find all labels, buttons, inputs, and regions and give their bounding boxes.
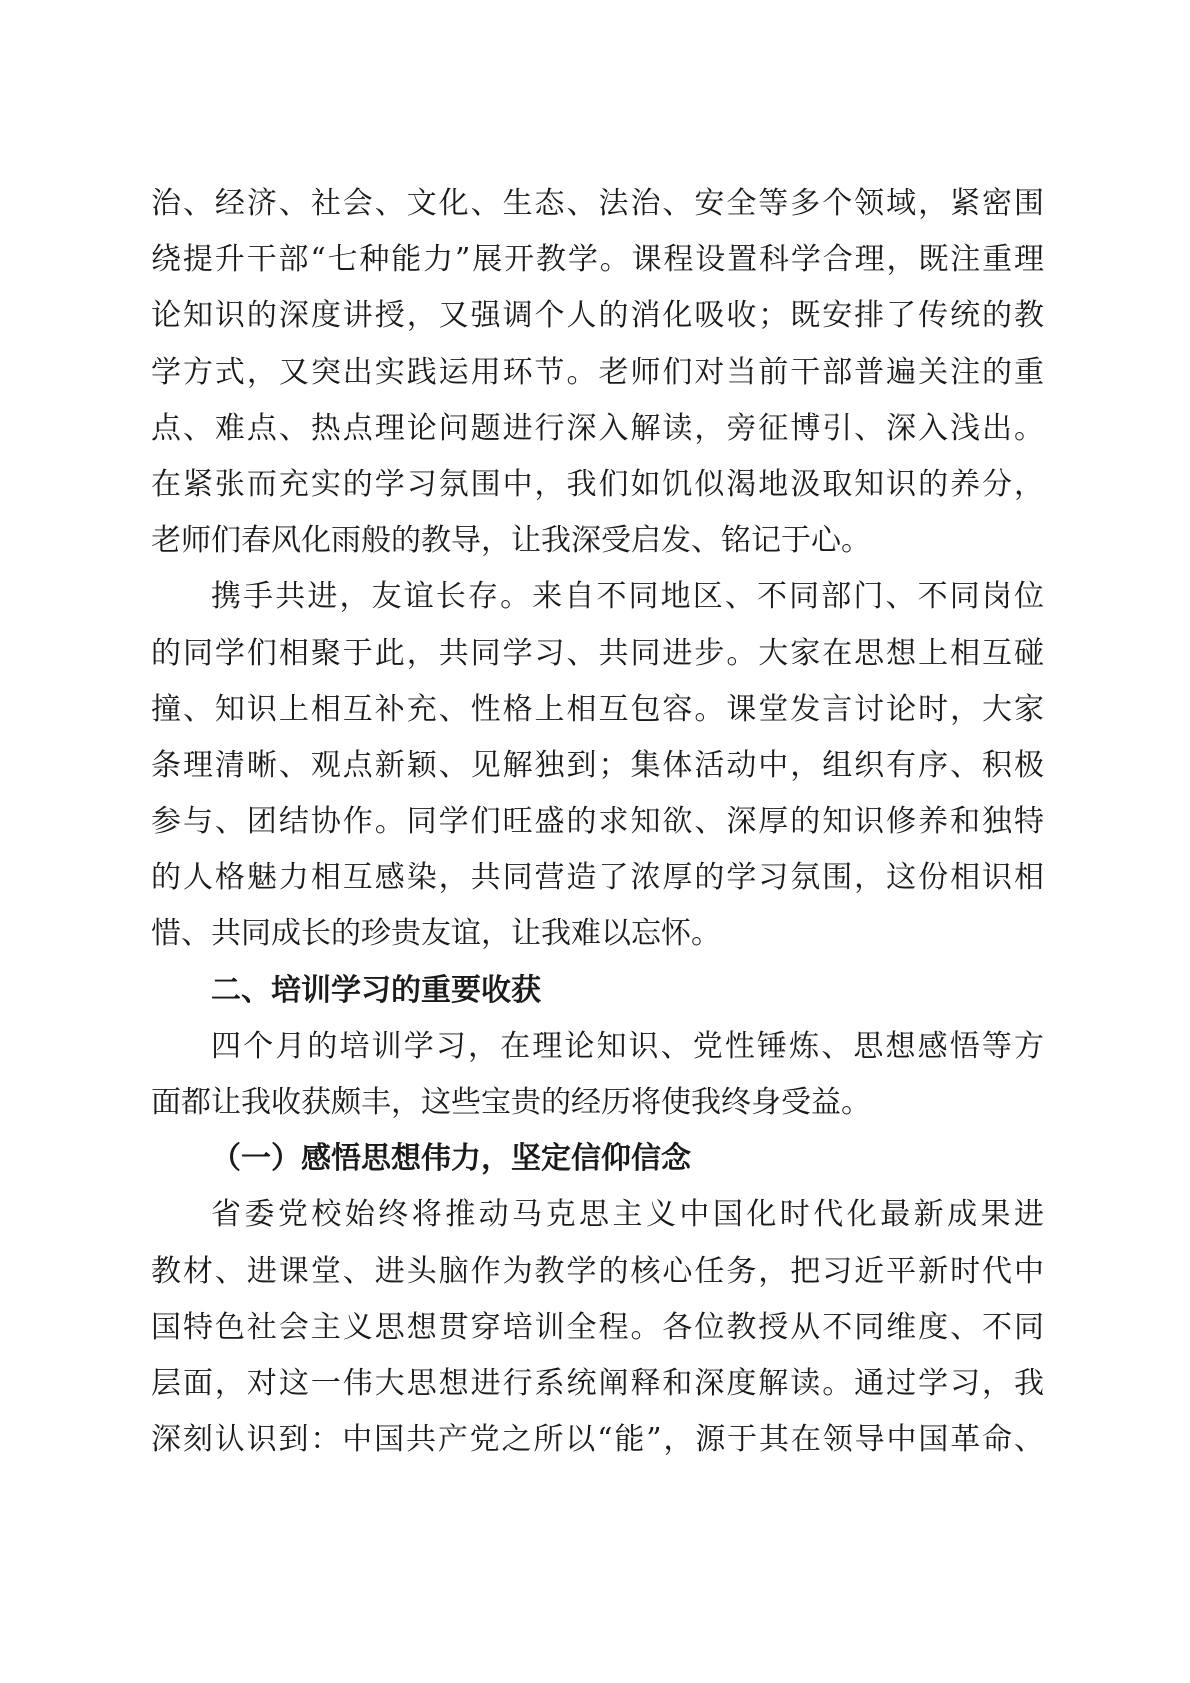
paragraph-line: 层面，对这一伟大思想进行系统阐释和深度解读。通过学习，我 (151, 1365, 1044, 1401)
paragraph-line: 绕提升干部“七种能力”展开教学。课程设置科学合理，既注重理 (151, 242, 1044, 278)
paragraph-line: 教材、进课堂、进头脑作为教学的核心任务，把习近平新时代中 (151, 1253, 1044, 1289)
paragraph-line: 点、难点、热点理论问题进行深入解读，旁征博引、深入浅出。 (151, 410, 1044, 446)
paragraph-line: 面都让我收获颇丰，这些宝贵的经历将使我终身受益。 (151, 1085, 871, 1120)
paragraph-1 (151, 176, 1044, 569)
paragraph-4 (151, 1187, 1044, 1468)
paragraph-line: 条理清晰、观点新颖、见解独到；集体活动中，组织有序、积极 (151, 747, 1044, 783)
paragraph-line: 老师们春风化雨般的教导，让我深受启发、铭记于心。 (151, 523, 871, 559)
paragraph-2 (151, 569, 1044, 962)
paragraph-line: 省委党校始终将推动马克思主义中国化时代化最新成果进 (211, 1197, 1044, 1233)
paragraph-3 (151, 1019, 1044, 1131)
paragraph-line: 国特色社会主义思想贯穿培训全程。各位教授从不同维度、不同 (151, 1309, 1044, 1345)
subsection-heading: （一）感悟思想伟力，坚定信仰信念 (211, 1141, 691, 1177)
paragraph-line: 治、经济、社会、文化、生态、法治、安全等多个领域，紧密围 (151, 186, 1044, 221)
paragraph-line: 深刻认识到：中国共产党之所以“能”，源于其在领导中国革命、 (151, 1422, 1044, 1458)
paragraph-line: 在紧张而充实的学习氛围中，我们如饥似渴地汲取知识的养分， (151, 466, 1044, 502)
paragraph-line: 惜、共同成长的珍贵友谊，让我难以忘怀。 (151, 916, 721, 952)
paragraph-line: 四个月的培训学习，在理论知识、党性锤炼、思想感悟等方 (211, 1028, 1044, 1064)
paragraph-line: 撞、知识上相互补充、性格上相互包容。课堂发言讨论时，大家 (151, 691, 1044, 727)
document-body (151, 176, 1044, 1468)
paragraph-line: 参与、团结协作。同学们旺盛的求知欲、深厚的知识修养和独特 (151, 804, 1044, 840)
section-heading: 二、培训学习的重要收获 (211, 972, 541, 1008)
paragraph-line: 学方式，又突出实践运用环节。老师们对当前干部普遍关注的重 (151, 354, 1044, 390)
paragraph-line: 的同学们相聚于此，共同学习、共同进步。大家在思想上相互碰 (151, 635, 1044, 671)
paragraph-line: 携手共进，友谊长存。来自不同地区、不同部门、不同岗位 (211, 579, 1044, 615)
paragraph-line: 论知识的深度讲授，又强调个人的消化吸收；既安排了传统的教 (151, 298, 1044, 334)
paragraph-line: 的人格魅力相互感染，共同营造了浓厚的学习氛围，这份相识相 (151, 860, 1044, 896)
